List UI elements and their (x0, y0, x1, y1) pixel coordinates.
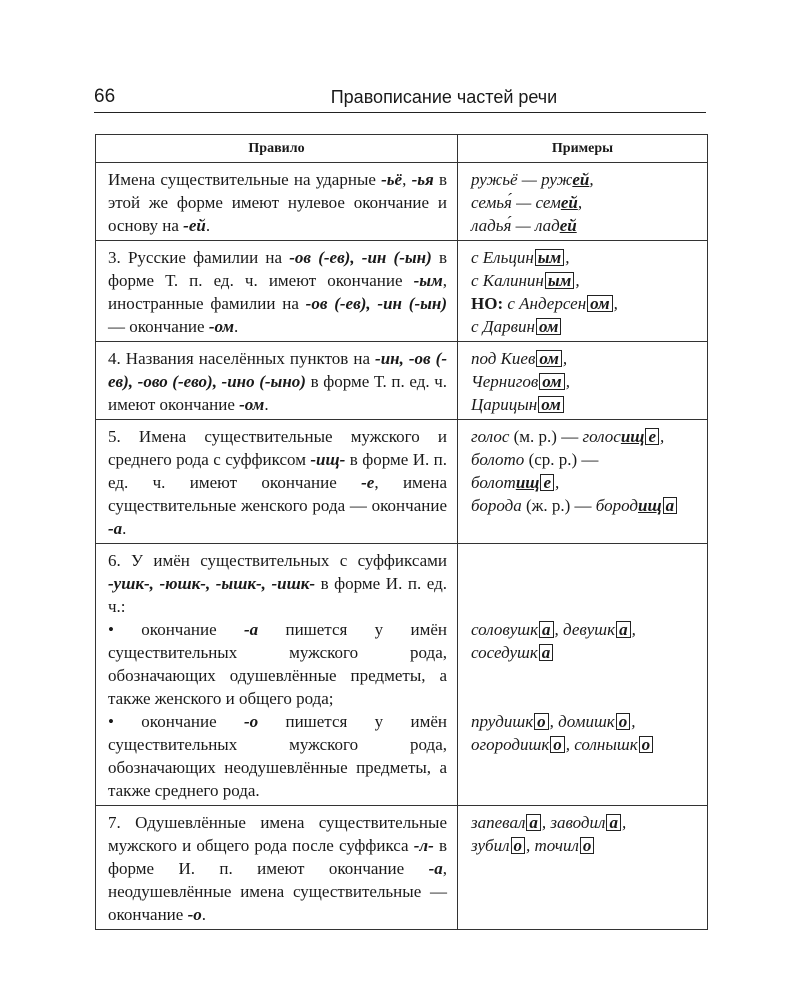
example-spacer (471, 595, 701, 618)
text-segment: болот (471, 473, 516, 492)
text-segment: в этой же форме имеют нулевое окончание и основу на (108, 170, 447, 235)
text-segment: ладья́ — лад (471, 216, 560, 235)
text-segment: с Ельцин (471, 248, 534, 267)
underlined-morpheme: ищ (637, 496, 662, 515)
text-segment: 6. У имён существительных с суффиксами (108, 551, 447, 570)
text-segment: болото (471, 450, 525, 469)
rule-cell (96, 163, 458, 241)
example-line (471, 370, 701, 393)
example-spacer (471, 549, 701, 572)
boxed-ending: е (540, 474, 554, 491)
rule-cell (96, 544, 458, 806)
text-segment: голос (471, 427, 510, 446)
boxed-ending: о (534, 713, 549, 730)
boxed-ending: о (550, 736, 565, 753)
underlined-morpheme: ей (560, 193, 578, 212)
boxed-ending: а (539, 621, 554, 638)
text-segment: , (660, 427, 665, 446)
text-segment: в форме И. п. ед. ч.: (108, 574, 447, 616)
text-segment: . (201, 905, 207, 924)
text-segment: , неодушевлённые имена существительные — окончание (108, 859, 447, 924)
gender-note: (ср. р.) — (524, 450, 599, 469)
boxed-ending: а (539, 644, 554, 661)
text-segment: 7. Одушевлённые имена существительные мужского и общего рода после суффикса (108, 813, 447, 855)
table-row (96, 163, 708, 241)
example-line (471, 710, 701, 733)
morpheme-highlight: -а (428, 859, 443, 878)
example-line (471, 191, 701, 214)
text-segment: пишется у имён существительных мужского рода, обозначающих одушевлённые предметы, а также женского и общего рода; (108, 620, 447, 708)
text-segment: , имена существительные женского рода — окончание (108, 473, 448, 515)
example-line (471, 641, 701, 664)
rule-cell (96, 342, 458, 420)
text-segment: Имена существительные на ударные (108, 170, 382, 189)
text-segment: под Киев (471, 349, 536, 368)
example-line (471, 834, 701, 857)
table-row (96, 420, 708, 544)
examples-cell (458, 342, 708, 420)
example-line (471, 494, 701, 517)
text-segment: , (565, 248, 570, 267)
text-segment: , (577, 193, 583, 212)
exception-marker: НО: (471, 294, 504, 313)
morpheme-highlight: -ин, -ов (-ев), -ово (-ево), -ино (-ыно) (108, 349, 448, 391)
boxed-ending: ом (536, 350, 562, 367)
example-line (471, 292, 701, 315)
rules-table (95, 134, 708, 930)
example-line (471, 393, 701, 416)
table-row (96, 544, 708, 806)
gender-note: (м. р.) — (509, 427, 583, 446)
boxed-ending: е (645, 428, 659, 445)
examples-cell (458, 241, 708, 342)
text-segment: с Калинин (471, 271, 544, 290)
text-segment: , (631, 620, 636, 639)
boxed-ending: ым (545, 272, 574, 289)
example-line (471, 269, 701, 292)
text-segment: голос (582, 427, 621, 446)
boxed-ending: а (526, 814, 541, 831)
example-line (471, 733, 701, 756)
text-segment: . (264, 395, 269, 414)
rule-cell (96, 420, 458, 544)
boxed-ending: ом (538, 396, 564, 413)
text-segment: в форме И. п. ед. ч. имеют окончание (108, 450, 447, 492)
boxed-ending: о (580, 837, 595, 854)
text-segment: в форме Т. п. ед. ч. имеют окончание (108, 248, 447, 290)
text-segment: соседушк (471, 643, 538, 662)
page-number: 66 (94, 86, 116, 107)
running-title: Правописание частей речи (330, 87, 558, 107)
morpheme-highlight: -ом (208, 317, 235, 336)
text-segment: , (621, 813, 627, 832)
text-segment: в форме Т. п. ед. ч. имеют окончание (108, 372, 447, 414)
example-spacer (471, 572, 701, 595)
boxed-ending: ом (539, 373, 565, 390)
examples-cell (458, 806, 708, 930)
example-line (471, 471, 701, 494)
text-segment: семья́ — сем (471, 193, 561, 212)
examples-cell (458, 163, 708, 241)
boxed-ending: а (606, 814, 621, 831)
boxed-ending: о (511, 837, 526, 854)
morpheme-highlight: -ьё (381, 170, 403, 189)
text-segment: , (631, 712, 636, 731)
text-segment: . (205, 216, 211, 235)
morpheme-highlight: -л- (413, 836, 434, 855)
boxed-ending: ом (536, 318, 562, 335)
underlined-morpheme: ей (572, 170, 590, 189)
table-row (96, 342, 708, 420)
example-line (471, 246, 701, 269)
table-row (96, 241, 708, 342)
example-line (471, 425, 701, 448)
example-line (471, 618, 701, 641)
text-segment: Царицын (471, 395, 538, 414)
boxed-ending: ым (535, 249, 564, 266)
rule-cell (96, 806, 458, 930)
morpheme-highlight: -ым (413, 271, 443, 290)
table-row (96, 806, 708, 930)
column-header-examples: Примеры (458, 135, 708, 163)
table-header-row (96, 135, 708, 163)
text-segment: ружьё — руж (471, 170, 573, 189)
morpheme-highlight: -ья (411, 170, 434, 189)
morpheme-highlight: -а (243, 620, 259, 639)
text-segment: борода (471, 496, 522, 515)
text-segment: в форме И. п. имеют окончание (108, 836, 447, 878)
example-line (471, 315, 701, 338)
text-segment: пишется у имён существительных мужского рода, обозначающих неодушевлённые предметы, а также среднего рода. (108, 712, 447, 800)
running-header (94, 86, 706, 113)
morpheme-highlight: -ищ- (310, 450, 346, 469)
text-segment: , точил (526, 836, 579, 855)
text-segment: , (562, 349, 568, 368)
text-segment: бород (595, 496, 638, 515)
text-segment: , (402, 170, 412, 189)
text-segment: , домишк (549, 712, 615, 731)
morpheme-highlight: -ей (183, 216, 206, 235)
text-segment: соловушк (471, 620, 539, 639)
example-spacer (471, 664, 701, 687)
underlined-morpheme: ей (559, 216, 577, 235)
text-segment: прудишк (471, 712, 534, 731)
example-line (471, 347, 701, 370)
text-segment: 3. Русские фамилии на (108, 248, 290, 267)
text-segment: запевал (471, 813, 526, 832)
example-line (471, 214, 701, 237)
text-segment: , (575, 271, 580, 290)
morpheme-highlight: -ушк-, -юшк-, -ышк-, -ишк- (108, 574, 316, 593)
text-segment: Чернигов (471, 372, 539, 391)
text-segment: • окончание (108, 712, 244, 731)
examples-cell (458, 544, 708, 806)
text-segment: , солнышк (565, 735, 638, 754)
morpheme-highlight: -ов (-ев), -ин (-ын) (305, 294, 447, 313)
morpheme-highlight: -о (243, 712, 259, 731)
text-segment: , (565, 372, 570, 391)
morpheme-highlight: -е (361, 473, 375, 492)
example-line (471, 448, 701, 471)
table-body (96, 163, 708, 930)
boxed-ending: а (663, 497, 678, 514)
text-segment: , (613, 294, 618, 313)
underlined-morpheme: ищ (620, 427, 645, 446)
morpheme-highlight: -ов (-ев), -ин (-ын) (289, 248, 432, 267)
text-segment: • окончание (108, 620, 244, 639)
text-segment: , заводил (541, 813, 606, 832)
underlined-morpheme: ищ (515, 473, 540, 492)
boxed-ending: о (616, 713, 631, 730)
morpheme-highlight: -о (187, 905, 202, 924)
text-segment: , иностранные фамилии на (108, 271, 447, 313)
boxed-ending: ом (587, 295, 613, 312)
text-segment: — окончание (108, 317, 209, 336)
text-segment: , (554, 473, 560, 492)
text-segment: , девушк (554, 620, 616, 639)
boxed-ending: а (616, 621, 631, 638)
text-segment: 5. Имена существительные мужского и среднего рода с суффиксом (108, 427, 447, 469)
morpheme-highlight: -а (108, 519, 123, 538)
text-segment: огородишк (471, 735, 550, 754)
boxed-ending: о (639, 736, 654, 753)
example-line (471, 811, 701, 834)
example-line (471, 168, 701, 191)
text-segment: . (122, 519, 127, 538)
rule-cell (96, 241, 458, 342)
text-segment: . (234, 317, 239, 336)
examples-cell (458, 420, 708, 544)
text-segment: 4. Названия населённых пунктов на (108, 349, 376, 368)
gender-note: (ж. р.) — (521, 496, 596, 515)
text-segment: с Андерсен (503, 294, 587, 313)
column-header-rule: Правило (96, 135, 458, 163)
text-segment: с Дарвин (471, 317, 535, 336)
text-segment: , (589, 170, 594, 189)
morpheme-highlight: -ом (239, 395, 265, 414)
text-segment: зубил (471, 836, 510, 855)
example-spacer (471, 687, 701, 710)
